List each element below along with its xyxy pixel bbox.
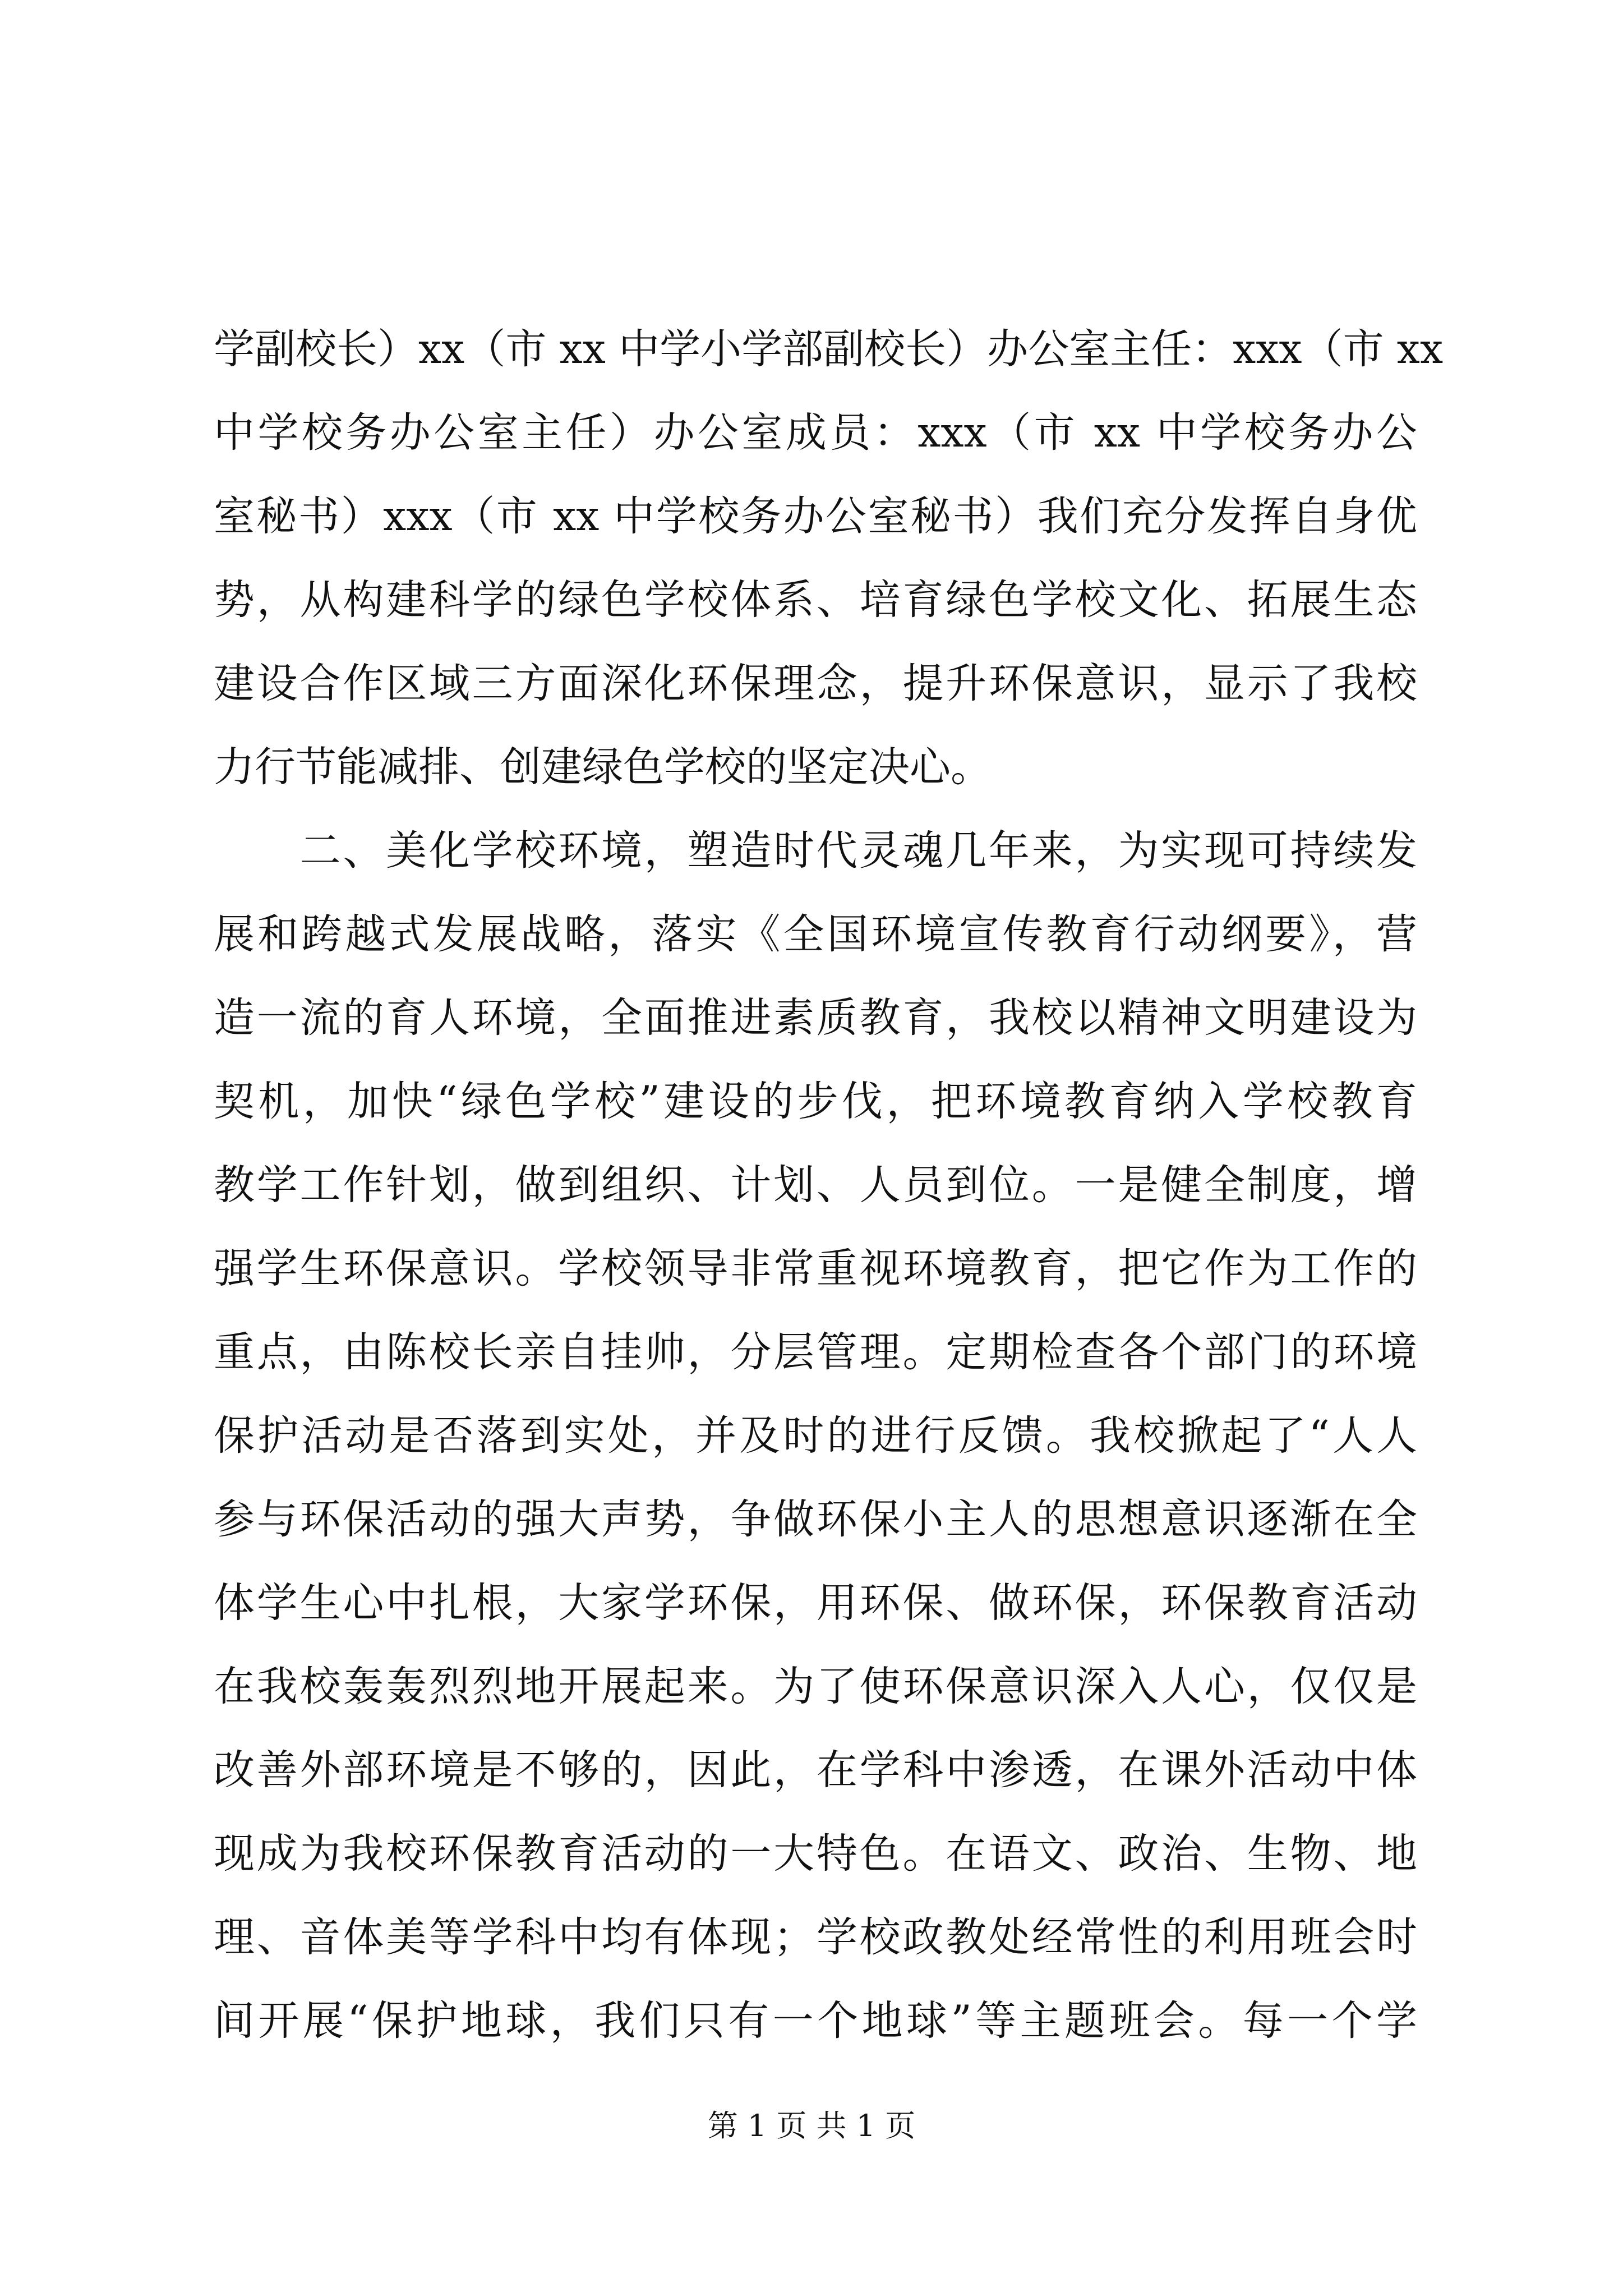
text-line: 在我校轰轰烈烈地开展起来。为了使环保意识深入人心，仅仅是 — [214, 1663, 1417, 1710]
text-line: 室秘书）xxx（市 xx 中学校务办公室秘书）我们充分发挥自身优 — [214, 493, 1417, 540]
body-text — [214, 307, 1444, 2063]
text-line: 间开展“保护地球，我们只有一个地球”等主题班会。每一个学 — [214, 1997, 1417, 2045]
text-line: 展和跨越式发展战略，落实《全国环境宣传教育行动纲要》，营 — [214, 910, 1417, 958]
text-line: 中学校务办公室主任）办公室成员：xxx（市 xx 中学校务办公 — [214, 409, 1417, 457]
text-line: 参与环保活动的强大声势，争做环保小主人的思想意识逐渐在全 — [214, 1496, 1417, 1543]
text-line: 强学生环保意识。学校领导非常重视环境教育，把它作为工作的 — [214, 1245, 1417, 1292]
text-line: 理、音体美等学科中均有体现；学校政教处经常性的利用班会时 — [214, 1913, 1417, 1961]
text-line: 力行节能减排、创建绿色学校的坚定决心。 — [214, 743, 992, 791]
text-line: 二、美化学校环境，塑造时代灵魂几年来，为实现可持续发 — [214, 827, 1417, 875]
text-line: 改善外部环境是不够的，因此，在学科中渗透，在课外活动中体 — [214, 1746, 1417, 1794]
text-line: 契机，加快“绿色学校”建设的步伐，把环境教育纳入学校教育 — [214, 1078, 1417, 1125]
text-line: 建设合作区域三方面深化环保理念，提升环保意识，显示了我校 — [214, 660, 1417, 707]
text-line: 势，从构建科学的绿色学校体系、培育绿色学校文化、拓展生态 — [214, 576, 1417, 624]
text-line: 体学生心中扎根，大家学环保，用环保、做环保，环保教育活动 — [214, 1579, 1417, 1627]
text-line: 现成为我校环保教育活动的一大特色。在语文、政治、生物、地 — [214, 1830, 1417, 1878]
text-line: 重点，由陈校长亲自挂帅，分层管理。定期检查各个部门的环境 — [214, 1328, 1417, 1376]
text-line: 教学工作针划，做到组织、计划、人员到位。一是健全制度，增 — [214, 1161, 1417, 1209]
text-line: 造一流的育人环境，全面推进素质教育，我校以精神文明建设为 — [214, 994, 1417, 1042]
text-line: 保护活动是否落到实处，并及时的进行反馈。我校掀起了“人人 — [214, 1412, 1417, 1460]
text-line: 学副校长）xx（市 xx 中学小学部副校长）办公室主任：xxx（市 xx — [214, 325, 1444, 373]
page-footer: 第 1 页 共 1 页 — [707, 2108, 916, 2143]
